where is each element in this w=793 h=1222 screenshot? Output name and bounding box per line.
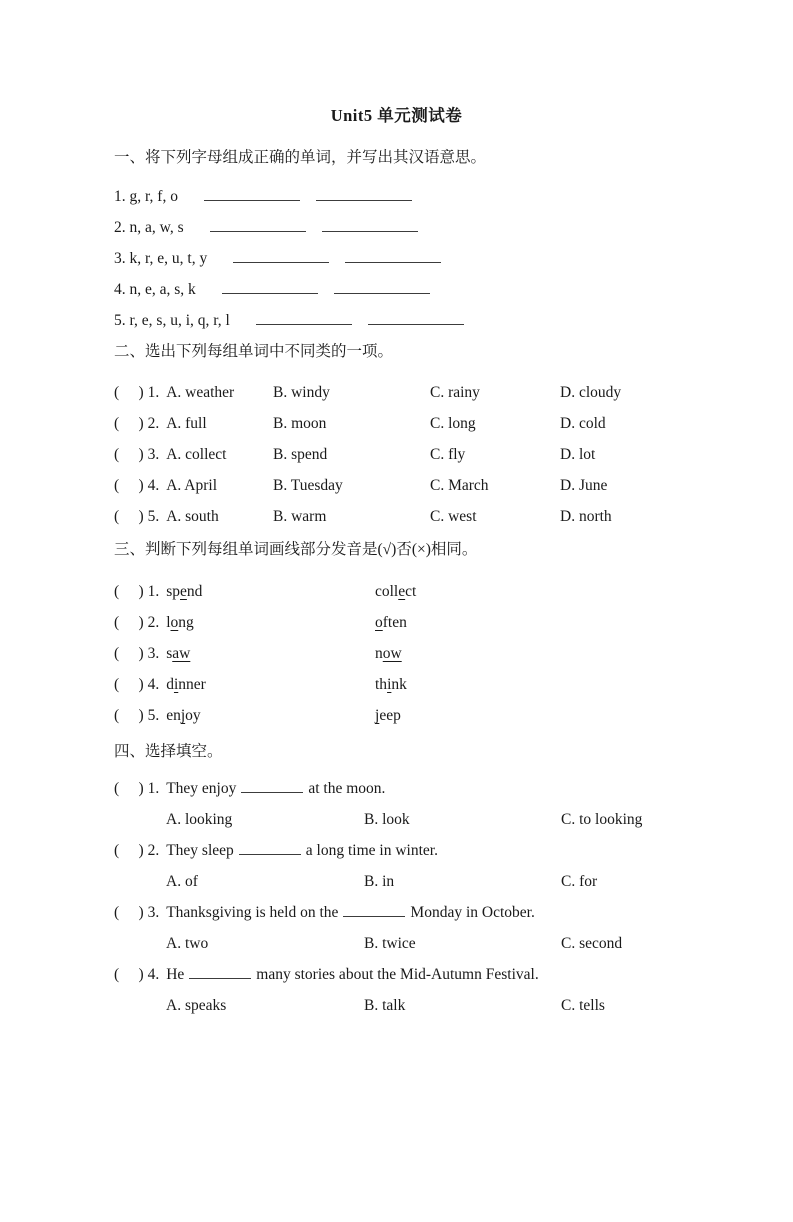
answer-paren: ( ) 3. [114, 446, 160, 463]
word-1: long [166, 614, 194, 631]
pronunciation-row-5 [114, 700, 753, 731]
answer-paren: ( ) 4. [114, 966, 160, 983]
question-stem-3 [114, 897, 753, 928]
option-d: D. June [560, 477, 608, 494]
fill-blank [239, 838, 301, 855]
choice-row-2 [114, 408, 753, 439]
option-c: C. tells [561, 997, 605, 1014]
pronunciation-row-4 [114, 669, 753, 700]
word-2: now [375, 645, 402, 662]
option-c: C. long [430, 415, 476, 432]
answer-paren-cell [114, 377, 273, 408]
word-1-cell [114, 669, 375, 700]
answer-paren: ( ) 3. [114, 645, 160, 662]
answer-blank-meaning [334, 275, 430, 294]
answer-blank-word [222, 275, 318, 294]
option-b: B. Tuesday [273, 477, 343, 494]
pronunciation-row-1 [114, 576, 753, 607]
word-1: saw [166, 645, 191, 662]
word-item-label: 5. r, e, s, u, i, q, r, l [114, 312, 230, 329]
option-b: B. in [364, 873, 395, 890]
option-d: D. north [560, 508, 612, 525]
word-item-label: 2. n, a, w, s [114, 219, 184, 236]
option-c: C. fly [430, 446, 466, 463]
stem-text-pre: He [166, 966, 185, 983]
worksheet-body [0, 142, 793, 1021]
stem-text-post: Monday in October. [410, 904, 535, 921]
underlined-letters: o [170, 614, 179, 631]
answer-paren: ( ) 2. [114, 415, 160, 432]
underlined-letters: e [180, 583, 187, 600]
option-b: B. warm [273, 508, 327, 525]
option-b: B. windy [273, 384, 330, 401]
option-c: C. to looking [561, 811, 643, 828]
option-a: A. two [166, 935, 209, 952]
fill-blank [241, 776, 303, 793]
word-item-4 [114, 274, 753, 305]
option-a: A. April [166, 477, 218, 494]
answer-paren: ( ) 1. [114, 583, 160, 600]
word-item-2 [114, 212, 753, 243]
option-b: B. spend [273, 446, 328, 463]
underlined-letters: j [375, 707, 380, 724]
word-2: jeep [375, 707, 401, 724]
word-item-label: 4. n, e, a, s, k [114, 281, 196, 298]
answer-paren: ( ) 5. [114, 508, 160, 525]
stem-text-post: many stories about the Mid-Autumn Festival. [256, 966, 539, 983]
underlined-letters: i [387, 676, 392, 693]
option-c: C. rainy [430, 384, 480, 401]
fill-blank [189, 962, 251, 979]
word-item-5 [114, 305, 753, 336]
answer-paren: ( ) 4. [114, 676, 160, 693]
underlined-letters: i [173, 676, 179, 693]
word-1-cell [114, 638, 375, 669]
section-1-items [114, 181, 753, 336]
option-a: A. collect [166, 446, 227, 463]
option-d: D. cloudy [560, 384, 622, 401]
underlined-letters: j [180, 707, 186, 724]
question-options-4 [166, 990, 753, 1021]
page-title: Unit5 单元测试卷 [330, 106, 463, 125]
section-3-rows [114, 576, 753, 731]
word-item-label: 3. k, r, e, u, t, y [114, 250, 208, 267]
question-stem-4 [114, 959, 753, 990]
underlined-letters: aw [172, 645, 191, 662]
option-b: B. moon [273, 415, 327, 432]
option-d: D. lot [560, 446, 596, 463]
answer-paren: ( ) 2. [114, 614, 160, 631]
section-4-header: 四、选择填空。 [114, 743, 223, 760]
stem-text-post: at the moon. [308, 780, 386, 797]
answer-paren: ( ) 1. [114, 780, 160, 797]
stem-text-pre: They enjoy [166, 780, 237, 797]
answer-blank-meaning [345, 244, 441, 263]
word-2: collect [375, 583, 417, 600]
underlined-letters: e [398, 583, 406, 600]
word-1: dinner [166, 676, 206, 693]
word-1: enjoy [166, 707, 201, 724]
underlined-letters: ow [382, 645, 402, 662]
option-c: C. west [430, 508, 477, 525]
option-a: A. south [166, 508, 219, 525]
option-b: B. twice [364, 935, 416, 952]
stem-text-pre: They sleep [166, 842, 234, 859]
choice-row-4 [114, 470, 753, 501]
option-a: A. speaks [166, 997, 227, 1014]
word-2: often [375, 614, 407, 631]
answer-paren-cell [114, 501, 273, 532]
option-b: B. talk [364, 997, 406, 1014]
stem-text-post: a long time in winter. [305, 842, 438, 859]
word-item-1 [114, 181, 753, 212]
option-a: A. weather [166, 384, 235, 401]
option-c: C. second [561, 935, 623, 952]
section-2-rows [114, 377, 753, 532]
question-stem-2 [114, 835, 753, 866]
answer-blank-meaning [322, 213, 418, 232]
answer-paren: ( ) 5. [114, 707, 160, 724]
word-2: think [375, 676, 407, 693]
question-options-3 [166, 928, 753, 959]
answer-paren-cell [114, 470, 273, 501]
option-c: C. for [561, 873, 598, 890]
section-1-header: 一、将下列字母组成正确的单词，并写出其汉语意思。 [114, 149, 487, 166]
section-3-header: 三、判断下列每组单词画线部分发音是(√)否(×)相同。 [114, 541, 478, 558]
choice-row-1 [114, 377, 753, 408]
answer-paren: ( ) 4. [114, 477, 160, 494]
question-options-1 [166, 804, 753, 835]
answer-blank-word [204, 182, 300, 201]
word-item-3 [114, 243, 753, 274]
choice-row-5 [114, 501, 753, 532]
option-a: A. of [166, 873, 198, 890]
section-4-questions [114, 773, 753, 1021]
fill-blank [343, 900, 405, 917]
answer-paren: ( ) 2. [114, 842, 160, 859]
option-b: B. look [364, 811, 410, 828]
answer-blank-word [210, 213, 306, 232]
option-c: C. March [430, 477, 489, 494]
answer-paren: ( ) 3. [114, 904, 160, 921]
answer-blank-meaning [316, 182, 412, 201]
answer-paren: ( ) 1. [114, 384, 160, 401]
answer-blank-word [256, 306, 352, 325]
answer-paren-cell [114, 439, 273, 470]
pronunciation-row-2 [114, 607, 753, 638]
option-a: A. full [166, 415, 207, 432]
answer-blank-word [233, 244, 329, 263]
stem-text-pre: Thanksgiving is held on the [166, 904, 339, 921]
option-a: A. looking [166, 811, 233, 828]
underlined-letters: o [375, 614, 383, 631]
answer-blank-meaning [368, 306, 464, 325]
word-1-cell [114, 700, 375, 731]
question-stem-1 [114, 773, 753, 804]
word-1-cell [114, 607, 375, 638]
word-1: spend [166, 583, 203, 600]
answer-paren-cell [114, 408, 273, 439]
section-2-header: 二、选出下列每组单词中不同类的一项。 [114, 343, 394, 360]
pronunciation-row-3 [114, 638, 753, 669]
word-item-label: 1. g, r, f, o [114, 188, 178, 205]
question-options-2 [166, 866, 753, 897]
option-d: D. cold [560, 415, 606, 432]
choice-row-3 [114, 439, 753, 470]
word-1-cell [114, 576, 375, 607]
